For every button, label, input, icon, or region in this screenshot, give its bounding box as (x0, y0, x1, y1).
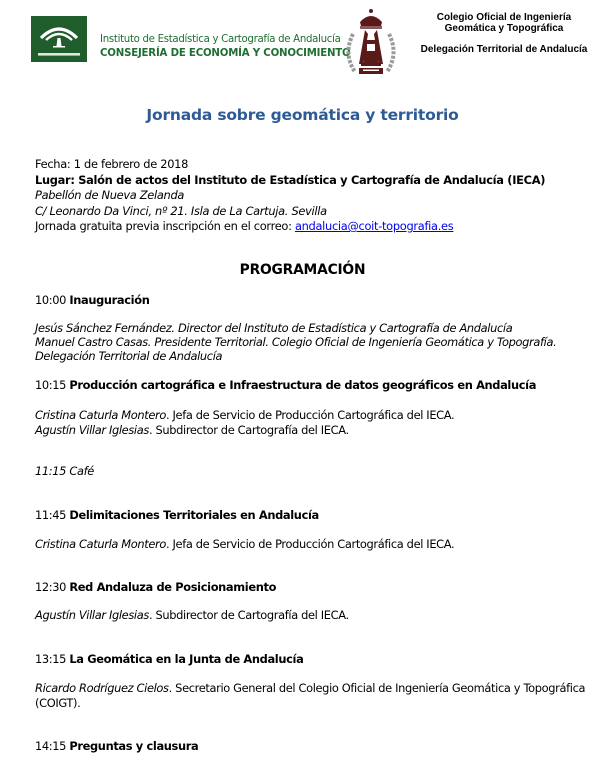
item-time: 12:30 (35, 580, 67, 594)
speaker-role: . Subdirector de Cartografía del IECA. (148, 608, 349, 622)
junta-de-andalucia-logo-icon (31, 16, 87, 62)
speaker-line (35, 608, 349, 623)
registration-line (35, 219, 545, 235)
college-name-line2: Geomática y Topográfica (444, 23, 564, 34)
coigt-text-block (408, 12, 600, 55)
speaker-name: Cristina Caturla Montero (35, 537, 166, 551)
item-title: La Geomática en la Junta de Andalucía (69, 652, 304, 666)
item-title: Red Andaluza de Posicionamiento (69, 580, 277, 594)
item-title: Preguntas y clausura (69, 739, 199, 753)
speaker-name: Ricardo Rodríguez Cielos (35, 681, 169, 695)
speaker-line: Jesús Sánchez Fernández. Director del Instituto de Estadística y Cartografía de Andalucía (35, 321, 513, 335)
programme-item-break (35, 464, 94, 479)
speaker-name: Cristina Caturla Montero (35, 408, 166, 422)
speaker-role: . Jefa de Servicio de Producción Cartográfica del IECA. (166, 408, 455, 422)
item-title: Café (69, 464, 94, 478)
programme-item-title (35, 293, 149, 308)
programme-item-speakers (35, 408, 454, 438)
speaker-name: Agustín Villar Iglesias (35, 423, 149, 437)
item-time: 11:15 (35, 464, 67, 478)
programme-item-title (35, 508, 319, 523)
speaker-line (35, 408, 454, 423)
event-date (35, 157, 545, 173)
page-title: Jornada sobre geomática y territorio (146, 106, 459, 124)
ministry-name: CONSEJERÍA DE ECONOMÍA Y CONOCIMIENTO (100, 48, 351, 59)
programme-item-title (35, 378, 536, 393)
speaker-line (35, 681, 595, 711)
programme-heading: PROGRAMACIÓN (239, 262, 366, 278)
speaker-role: . Secretario General del Colegio Oficial de Ingeniería Geomática y Topográfica (COIGT). (35, 681, 586, 710)
programme-item-speakers (35, 608, 349, 623)
programme-item-speakers (35, 537, 454, 552)
item-time: 10:00 (35, 293, 67, 307)
programme-item-title (35, 739, 198, 754)
delegation-name: Delegación Territorial de Andalucía (420, 44, 588, 55)
speaker-role: . Subdirector de Cartografía del IECA. (148, 423, 349, 437)
speaker-line (35, 423, 454, 438)
college-name-line1: Colegio Oficial de Ingeniería (436, 12, 572, 23)
item-time: 13:15 (35, 652, 67, 666)
item-time: 11:45 (35, 508, 67, 522)
event-address: C/ Leonardo Da Vinci, nº 21. Isla de La Cartuja. Sevilla (35, 203, 327, 218)
programme-item-title (35, 580, 276, 595)
speaker-role: . Jefa de Servicio de Producción Cartográfica del IECA. (166, 537, 455, 551)
speaker-line: Delegación Territorial de Andalucía (35, 349, 223, 363)
programme-item-title (35, 652, 303, 667)
event-building: Pabellón de Nueva Zelanda (35, 188, 185, 202)
programme-item-speakers (35, 681, 595, 711)
registration-text: Jornada gratuita previa inscripción en el correo: (35, 219, 295, 233)
programme-item-speakers (35, 321, 556, 363)
item-title: Producción cartográfica e Infraestructura de datos geográficos en Andalucía (69, 378, 537, 392)
item-title: Delimitaciones Territoriales en Andalucía (69, 508, 319, 522)
coigt-emblem-icon (341, 6, 401, 80)
item-time: 14:15 (35, 739, 67, 753)
item-title: Inauguración (69, 293, 150, 307)
institute-name: Instituto de Estadística y Cartografía de Andalucía (100, 34, 341, 45)
speaker-line (35, 537, 454, 552)
document-header (0, 0, 605, 90)
speaker-name: Agustín Villar Iglesias (35, 608, 149, 622)
event-info (35, 157, 545, 235)
speaker-line: Manuel Castro Casas. Presidente Territorial. Colegio Oficial de Ingeniería Geomática y Topografía. (35, 335, 557, 349)
ieca-text-block (100, 33, 351, 60)
item-time: 10:15 (35, 378, 67, 392)
event-place: Lugar: Salón de actos del Instituto de Estadística y Cartografía de Andalucía (IECA) (35, 172, 546, 187)
date-value: 1 de febrero de 2018 (70, 157, 189, 171)
registration-email-link[interactable]: andalucia@coit-topografia.es (294, 219, 454, 233)
date-label: Fecha: (35, 157, 71, 171)
